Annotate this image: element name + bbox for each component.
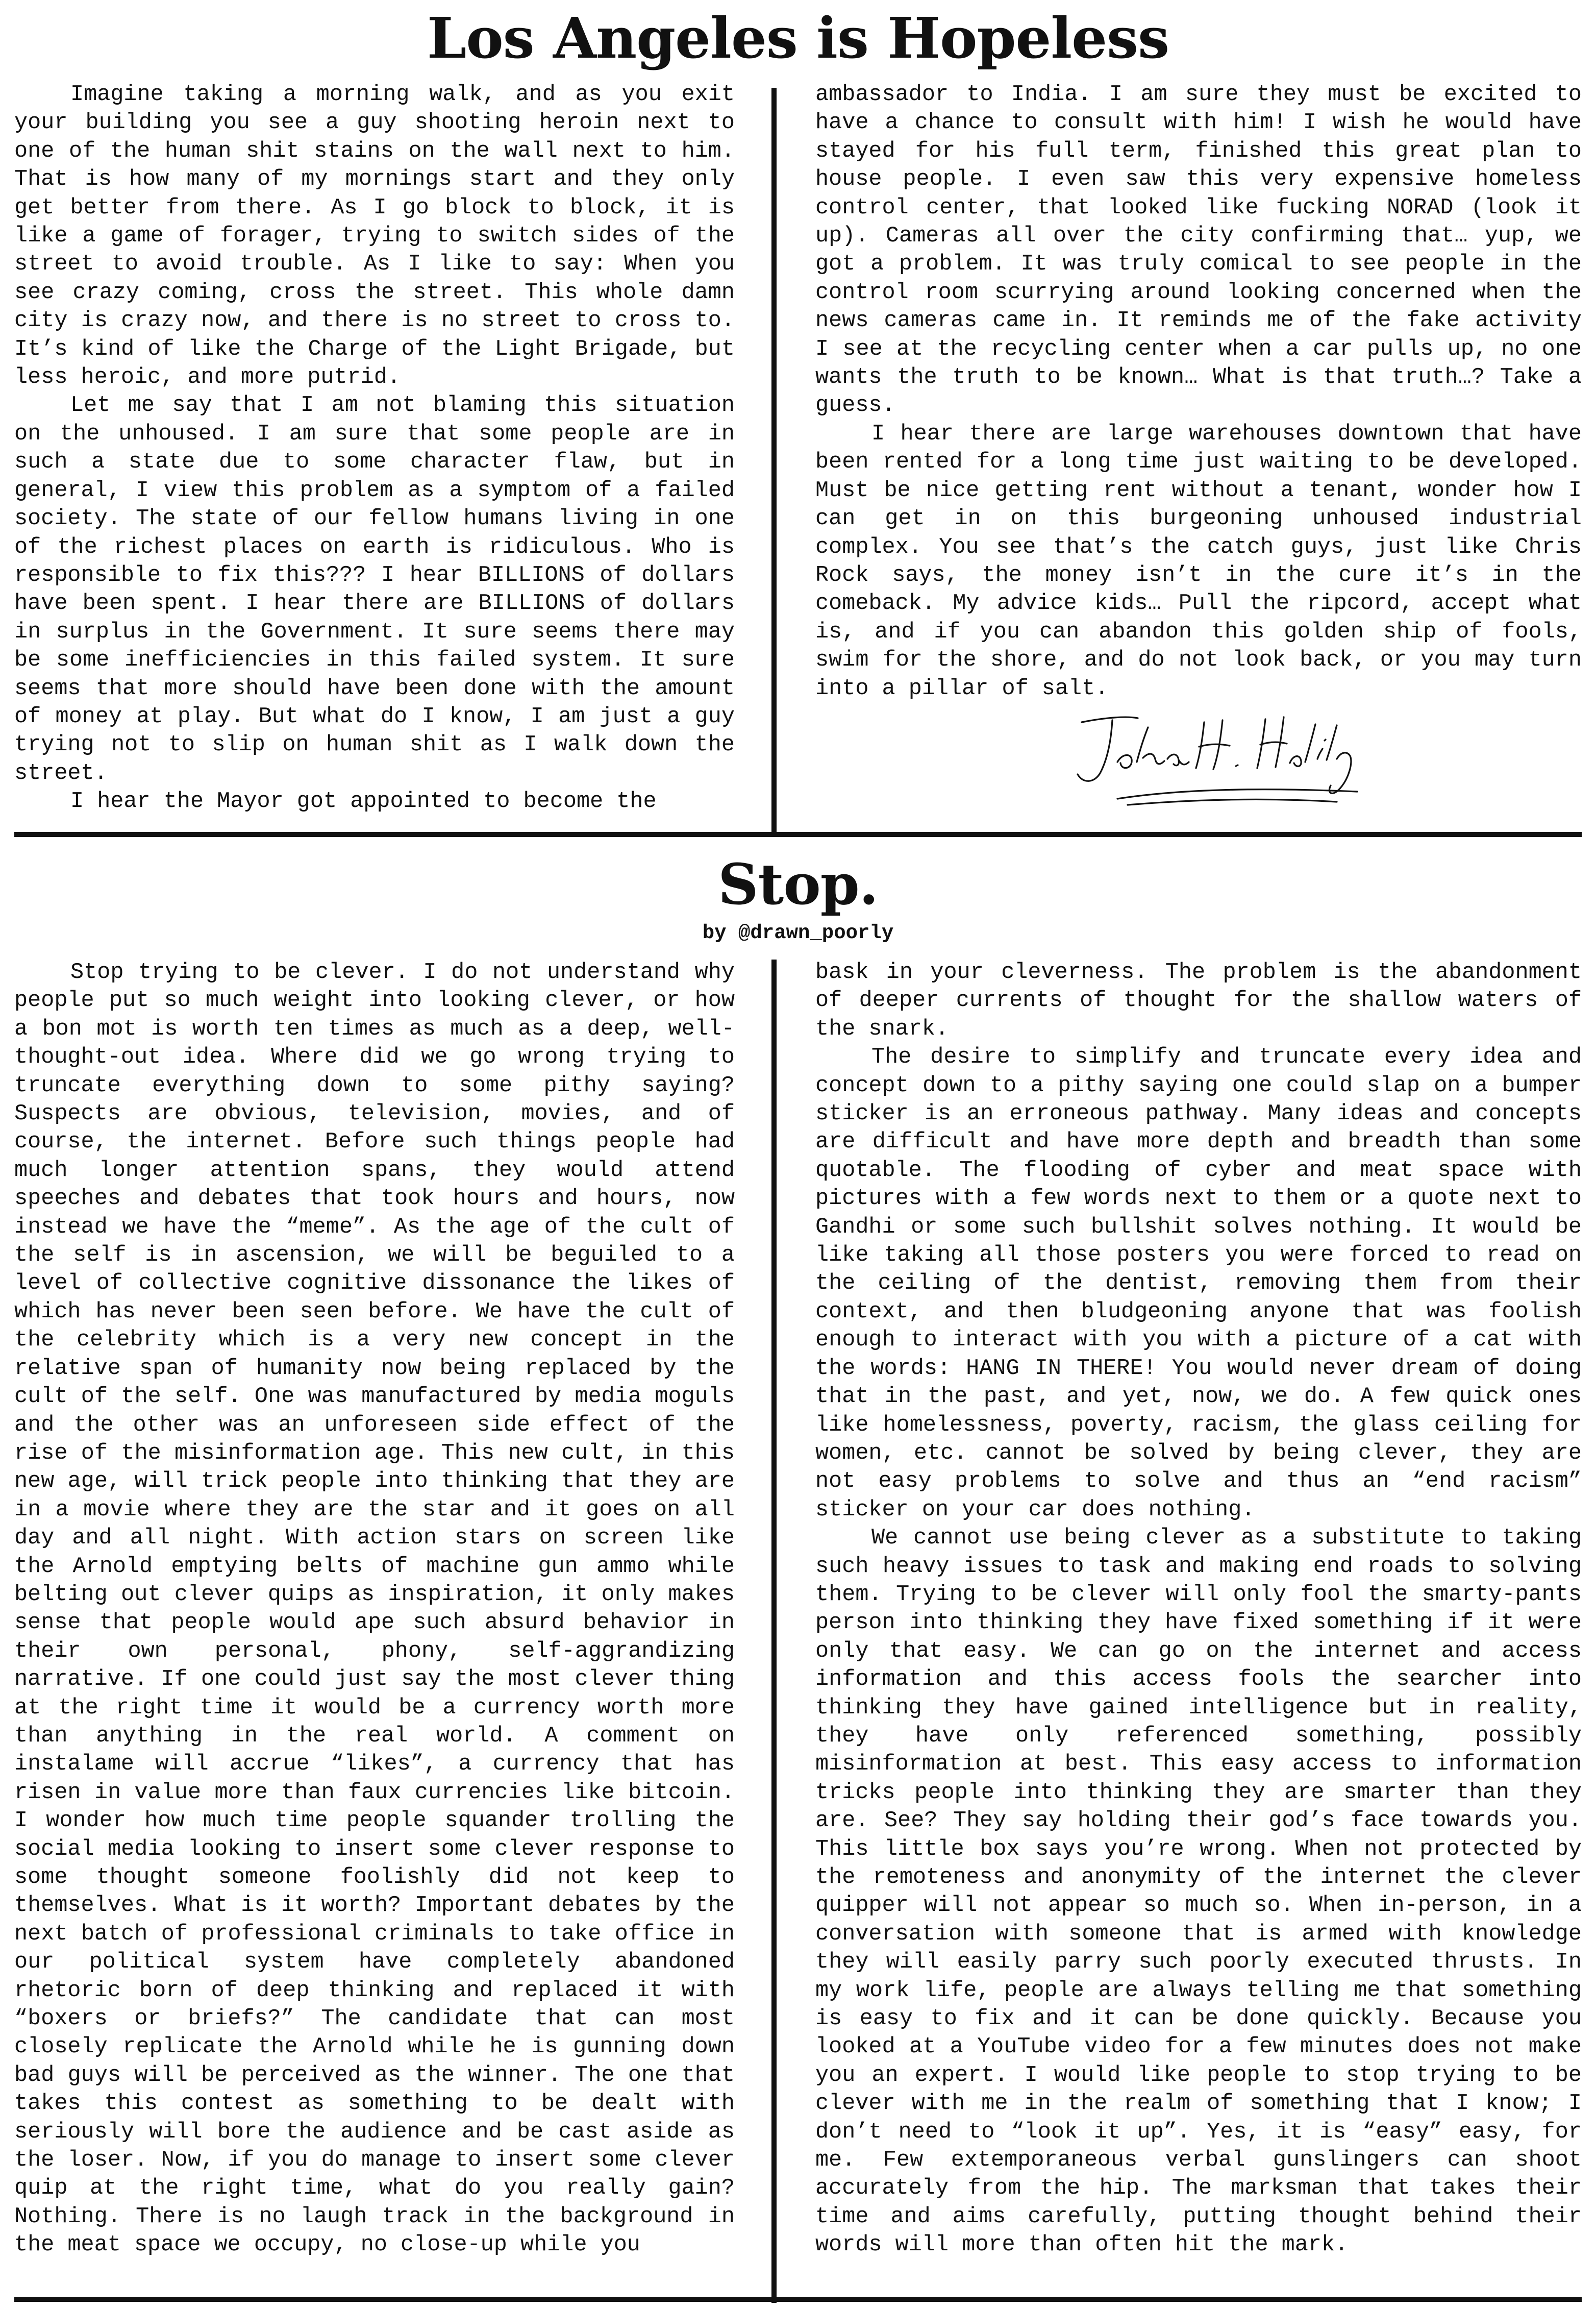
paragraph: Let me say that I am not blaming this situation on the unhoused. I am sure that some people are in such a state due to some character flaw, but in general, I view this problem as a symptom of a failed society. The state of our fellow humans living in one of the richest places on earth is ridiculous. Who is responsible to fix this??? I hear BILLIONS of dollars have been spent. I hear there are BILLIONS of dollars in surplus in the Government. It sure seems there may be some inefficiencies in this failed system. It sure seems that more should have been done with the amount of money at play. But what do I know, I am just a guy trying not to slip on human shit as I walk down the street.: [14, 393, 735, 786]
paragraph: The desire to simplify and truncate every idea and concept down to a pithy saying one could slap on a bumper sticker is an erroneous pathway. Many ideas and concepts are difficult and have more depth and breadth than some quotable. The flooding of cyber and meat space with pictures with a few words next to them or a quote next to Gandhi or some such bullshit solves nothing. It would be like taking all those posters you were forced to read on the ceiling of the dentist, removing them from their context, and then bludgeoning anyone that was foolish enough to interact with you with a picture of a cat with the words: HANG IN THERE! You would never dream of doing that in the past, and yet, now, we do. A few quick ones like homelessness, poverty, racism, the glass ceiling for women, etc. cannot be solved by being clever, they are not easy problems to solve and thus an “end racism” sticker on your car does nothing.: [815, 1045, 1582, 1522]
article2-column-left: [14, 959, 735, 2280]
signature-icon: [1051, 702, 1378, 824]
byline: by @drawn_poorly: [702, 922, 894, 944]
bottom-rule: [14, 2297, 1582, 2302]
paragraph: bask in your cleverness. The problem is the abandonment of deeper currents of thought for the shallow waters of the snark.: [815, 960, 1582, 1042]
article-title-stop: Stop.: [718, 851, 878, 917]
column-divider: [771, 960, 777, 2303]
paragraph: ambassador to India. I am sure they must be excited to have a chance to consult with him! I wish he would have stayed for his full term, finished this great plan to house people. I even saw this very expensive homeless control center, that looked like fucking NORAD (look it up). Cameras all over the city confirming that… yup, we got a problem. It was truly comical to see people in the control room scurrying around looking concerned when the news cameras came in. It reminds me of the fake activity I see at the recycling center when a car pulls up, no one wants the truth to be known… What is that truth…? Take a guess.: [815, 82, 1582, 419]
article1-column-right: [815, 81, 1582, 714]
paragraph: Stop trying to be clever. I do not understand why people put so much weight into looking clever, or how a bon mot is worth ten times as much as a deep, well-thought-out idea. Where did we go wrong trying to truncate everything down to some pithy saying? Suspects are obvious, television, movies, and of course, the internet. Before such things people had much longer attention spans, they would attend speeches and debates that took hours and hours, now instead we have the “meme”. As the age of the cult of the self is in ascension, we will be beguiled to a level of collective cognitive dissonance the likes of which has never been seen before. We have the cult of the celebrity which is a very new concept in the relative span of humanity now being replaced by the cult of the self. One was manufactured by media moguls and the other was an unforeseen side effect of the rise of the misinformation age. This new cult, in this new age, will trick people into thinking that they are in a movie where they are the star and it goes on all day and all night. With action stars on screen like the Arnold emptying belts of machine gun ammo while belting out clever quips as inspiration, it only makes sense that people would ape such absurd behavior in their own personal, phony, self-aggrandizing narrative. If one could just say the most clever thing at the right time it would be a currency worth more than anything in the real world. A comment on instalame will accrue “likes”, a currency that has risen in value more than faux currencies like bitcoin. I wonder how much time people squander trolling the social media looking to insert some clever response to some thought someone foolishly did not keep to themselves. What is it worth? Important debates by the next batch of professional criminals to take office in our political system have completely abandoned rhetoric born of deep thinking and replaced it with “boxers or briefs?” The candidate that can most closely replicate the Arnold while he is gunning down bad guys will be perceived as the winner. The one that takes this contest as something to be dealt with seriously will bore the audience and be cast aside as the loser. Now, if you do manage to insert some clever quip at the right time, what do you really gain? Nothing. There is no laugh track in the background in the meat space we occupy, no close-up while you: [14, 960, 735, 2258]
paragraph: We cannot use being clever as a substitute to taking such heavy issues to task and making end roads to solving them. Trying to be clever will only fool the smarty-pants person into thinking they have fixed something if it were only that easy. We can go on the internet and access information and this access fools the searcher into thinking they have gained intelligence but in reality, they have only referenced something, possibly misinformation at best. This easy access to information tricks people into thinking they are smarter than they are. See? They say holding their god’s face towards you. This little box says you’re wrong. When not protected by the remoteness and anonymity of the internet the clever quipper will not appear so much so. When in-person, in a conversation with someone that is armed with knowledge they will easily parry such poorly executed thrusts. In my work life, people are always telling me that something is easy to fix and it can be done quickly. Because you looked at a YouTube video for a few minutes does not make you an expert. I would like people to stop trying to be clever with me in the realm of something that I know; I don’t need to “look it up”. Yes, it is “easy” easy, for me. Few extemporaneous verbal gunslingers can shoot accurately from the hip. The marksman that takes their time and aims carefully, putting thought behind their words will more than often hit the mark.: [815, 1526, 1582, 2258]
paragraph: I hear there are large warehouses downtown that have been rented for a long time just waiting to be developed. Must be nice getting rent without a tenant, wonder how I can get in on this burgeoning unhoused industrial complex. You see that’s the catch guys, just like Chris Rock says, the money isn’t in the cure it’s in the comeback. My advice kids… Pull the ripcord, accept what is, and if you can abandon this golden ship of fools, swim for the shore, and do not look back, or you may turn into a pillar of salt.: [815, 421, 1582, 701]
section-divider: [14, 832, 1582, 837]
article-title-los-angeles: Los Angeles is Hopeless: [427, 5, 1169, 71]
column-divider: [771, 88, 777, 834]
article1-column-left: [14, 81, 735, 816]
article2-column-right: [815, 959, 1582, 2280]
paragraph: I hear the Mayor got appointed to become the: [70, 789, 657, 815]
paragraph: Imagine taking a morning walk, and as you exit your building you see a guy shooting heroin next to one of the human shit stains on the wall next to him. That is how many of my mornings start and they only get better from there. As I go block to block, it is like a game of forager, trying to switch sides of the street to avoid trouble. As I like to say: When you see crazy coming, cross the street. This whole damn city is crazy now, and there is no street to cross to. It’s kind of like the Charge of the Light Brigade, but less heroic, and more putrid.: [14, 82, 735, 390]
